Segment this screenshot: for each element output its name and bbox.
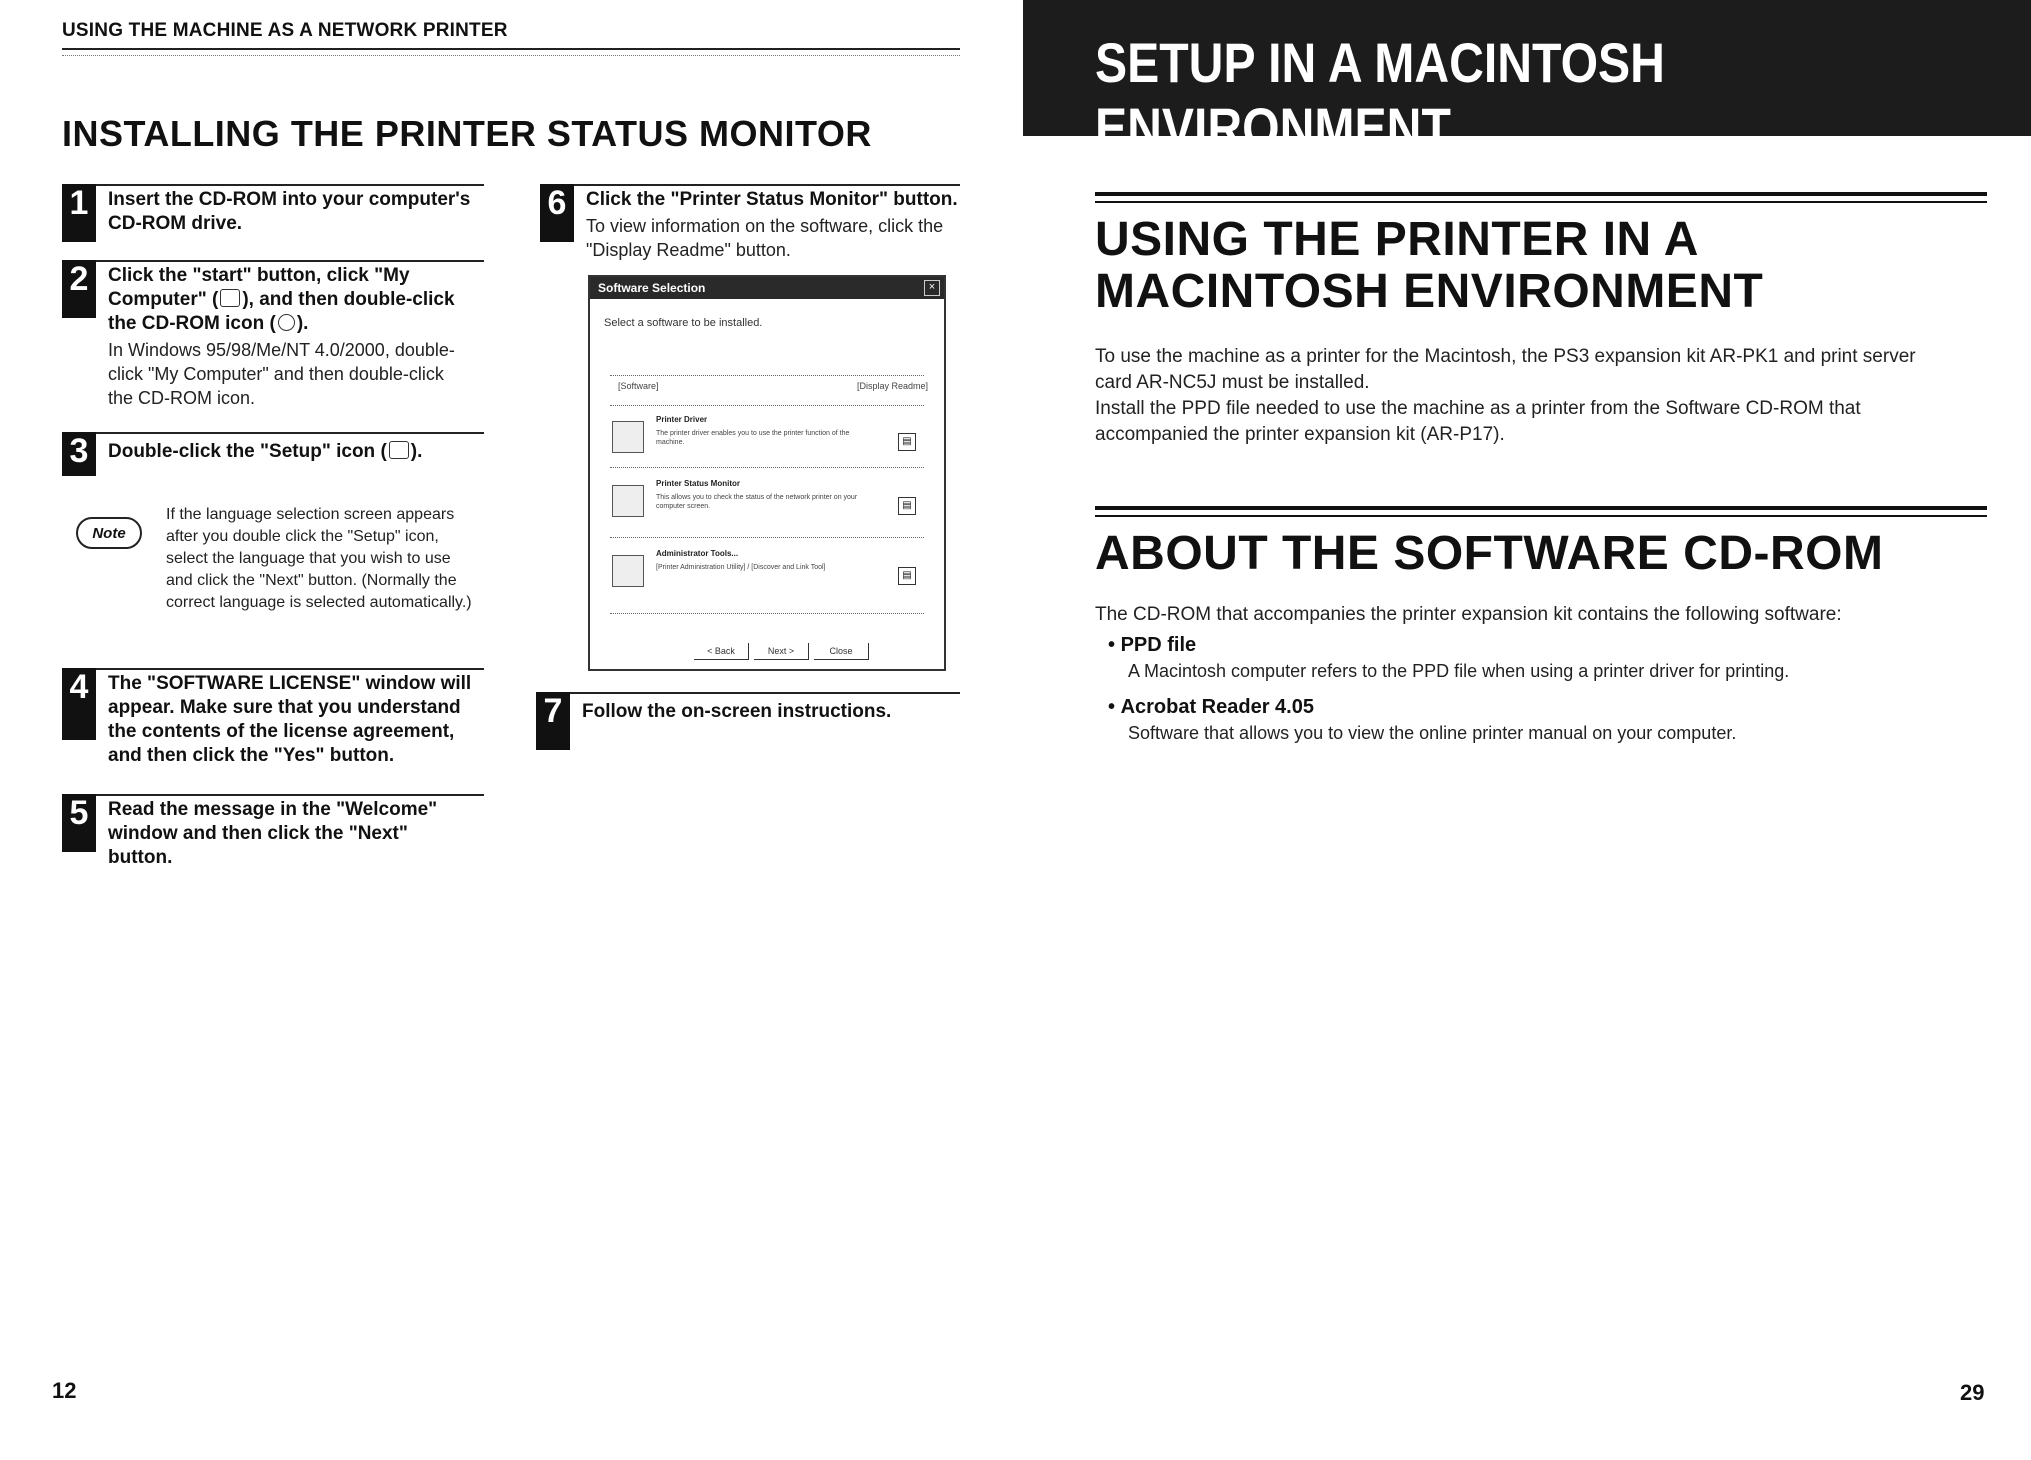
step-body: In Windows 95/98/Me/NT 4.0/2000, double-click "My Computer" and then double-click the CD-ROM icon. <box>108 340 455 408</box>
software-column-label: [Software] <box>618 381 659 391</box>
option-name: Printer Status Monitor <box>656 479 741 488</box>
dialog-separator <box>610 405 924 406</box>
dialog-title: Software Selection <box>590 277 944 299</box>
option-name: Printer Driver <box>656 415 708 424</box>
paragraph-line: Install the PPD file needed to use the machine as a printer from the Software CD-ROM that <box>1095 398 1861 419</box>
section-title: INSTALLING THE PRINTER STATUS MONITOR <box>62 113 872 154</box>
my-computer-icon <box>220 289 240 307</box>
step-number: 6 <box>540 184 574 242</box>
note-badge: Note <box>76 517 142 549</box>
readme-icon[interactable]: ▤ <box>898 567 916 585</box>
step-heading-part: Double-click the "Setup" icon ( <box>108 441 387 462</box>
step-7 <box>536 692 960 752</box>
header-rule-dotted <box>62 55 960 56</box>
list-item <box>1108 696 1988 758</box>
step-rule <box>570 692 960 694</box>
close-icon[interactable]: × <box>924 280 940 296</box>
list-item-title-text: PPD file <box>1120 634 1197 656</box>
option-name: Administrator Tools... <box>656 549 739 558</box>
step-heading: The "SOFTWARE LICENSE" window will appear. Make sure that you understand the contents of the license agreement, and then click the "Yes" button. <box>108 673 472 766</box>
dialog-prompt: Select a software to be installed. <box>604 317 763 329</box>
step-heading: Follow the on-screen instructions. <box>582 701 892 722</box>
step-heading: Read the message in the "Welcome" window and then click the "Next" button. <box>108 799 438 868</box>
step-number: 5 <box>62 794 96 852</box>
readme-icon[interactable]: ▤ <box>898 433 916 451</box>
step-heading <box>108 264 488 336</box>
cd-rom-intro: The CD-ROM that accompanies the printer expansion kit contains the following software: <box>1095 604 1842 625</box>
step-rule <box>96 794 484 796</box>
printer-driver-icon <box>612 421 644 453</box>
setup-icon <box>389 441 409 459</box>
note-text: If the language selection screen appears after you double click the "Setup" icon, select the language that you wish to use and click the "Next" button. (Normally the correct language is selected automatically.) <box>166 506 472 611</box>
step-heading-part: Computer" ( <box>108 289 219 310</box>
step-2 <box>62 260 484 420</box>
step-rule <box>96 668 484 670</box>
bullet-icon: • <box>1108 696 1121 718</box>
step-body: To view information on the software, click the "Display Readme" button. <box>586 216 944 260</box>
software-selection-dialog <box>588 275 946 671</box>
printer-status-monitor-option[interactable] <box>612 479 922 533</box>
step-number: 1 <box>62 184 96 242</box>
bullet-icon: • <box>1108 634 1121 656</box>
close-button[interactable]: Close <box>814 643 869 660</box>
header-rule <box>62 48 960 50</box>
step-number: 3 <box>62 432 96 476</box>
page-number: 29 <box>1960 1380 1985 1405</box>
dialog-separator <box>610 467 924 468</box>
heading-using-printer <box>1095 214 1763 318</box>
option-description: This allows you to check the status of the network printer on your computer screen. <box>656 494 858 510</box>
step-heading <box>108 440 488 464</box>
paragraph-line: To use the machine as a printer for the Macintosh, the PS3 expansion kit AR-PK1 and print server <box>1095 346 1916 367</box>
page-number: 12 <box>52 1378 77 1403</box>
status-monitor-icon <box>612 485 644 517</box>
step-heading: Click the "Printer Status Monitor" button. <box>586 189 958 210</box>
step-heading-part: Click the "start" button, click "My <box>108 265 410 286</box>
step-rule <box>574 184 960 186</box>
back-button[interactable]: < Back <box>694 643 749 660</box>
heading-rule <box>1095 506 1987 510</box>
paragraph-line: accompanied the printer expansion kit (AR-P17). <box>1095 424 1505 445</box>
step-rule <box>96 184 484 186</box>
option-description: [Printer Administration Utility] / [Discover and Link Tool] <box>656 564 826 571</box>
step-number: 7 <box>536 692 570 750</box>
heading-about-cd-rom: ABOUT THE SOFTWARE CD-ROM <box>1095 527 1884 580</box>
list-item-text: A Macintosh computer refers to the PPD file when using a printer driver for printing. <box>1128 661 1790 681</box>
paragraph-line: card AR-NC5J must be installed. <box>1095 372 1370 393</box>
printer-driver-option[interactable] <box>612 415 922 469</box>
cd-rom-icon <box>278 314 295 331</box>
heading-rule-thin <box>1095 201 1987 203</box>
software-list <box>1108 634 1988 758</box>
step-rule <box>96 260 484 262</box>
step-5 <box>62 794 484 884</box>
heading-line: MACINTOSH ENVIRONMENT <box>1095 265 1764 318</box>
step-heading-part: the CD-ROM icon ( <box>108 313 276 334</box>
chapter-title: SETUP IN A MACINTOSH ENVIRONMENT <box>1095 31 1665 159</box>
step-4 <box>62 668 484 778</box>
step-heading-part: ). <box>296 313 309 334</box>
admin-tools-icon <box>612 555 644 587</box>
readme-icon[interactable]: ▤ <box>898 497 916 515</box>
list-item-text: Software that allows you to view the online printer manual on your computer. <box>1128 723 1737 743</box>
step-number: 2 <box>62 260 96 318</box>
heading-rule <box>1095 192 1987 196</box>
list-item-title <box>1108 634 1988 657</box>
heading-rule-thin <box>1095 515 1987 517</box>
step-6 <box>540 184 960 264</box>
step-1 <box>62 184 484 244</box>
step-heading-part: ). <box>410 441 423 462</box>
dialog-separator <box>610 375 924 376</box>
step-number: 4 <box>62 668 96 740</box>
readme-column-label: [Display Readme] <box>856 381 928 391</box>
step-heading-part: ), and then double-click <box>242 289 455 310</box>
intro-paragraph <box>1095 344 1995 448</box>
running-head: USING THE MACHINE AS A NETWORK PRINTER <box>62 20 508 41</box>
dialog-separator <box>610 537 924 538</box>
administrator-tools-option[interactable] <box>612 549 922 603</box>
option-description: The printer driver enables you to use the printer function of the machine. <box>656 430 850 446</box>
step-rule <box>96 432 484 434</box>
list-item <box>1108 634 1988 696</box>
list-item-title <box>1108 696 1988 719</box>
next-button[interactable]: Next > <box>754 643 809 660</box>
dialog-separator <box>610 613 924 614</box>
step-3 <box>62 432 484 482</box>
step-heading: Insert the CD-ROM into your computer's CD-ROM drive. <box>108 189 471 234</box>
list-item-title-text: Acrobat Reader 4.05 <box>1120 696 1314 718</box>
heading-line: USING THE PRINTER IN A <box>1095 213 1699 266</box>
